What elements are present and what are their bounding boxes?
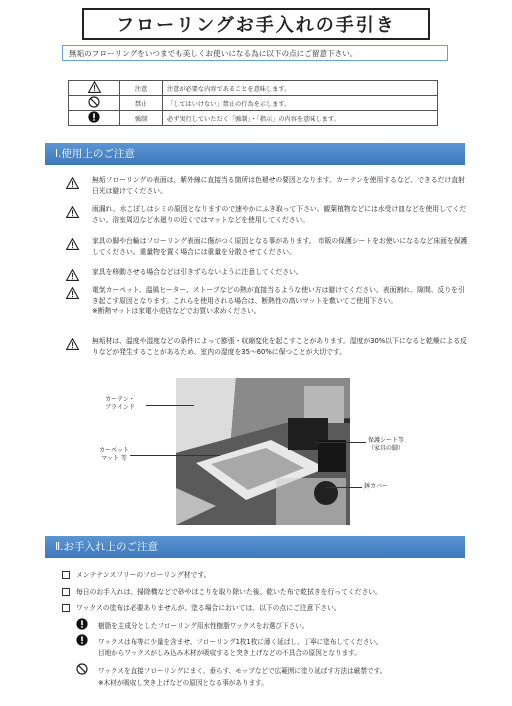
caution-triangle-icon [66, 206, 79, 218]
caution-text: 家具を移動させる場合などは引きずらないように注意してください。 [92, 268, 303, 276]
caution-item [66, 236, 471, 257]
section-header-care: Ⅱ.お手入れ上のご注意 [45, 536, 465, 558]
legend-row-caution [69, 81, 438, 96]
caution-item [66, 285, 471, 317]
caution-item [66, 175, 471, 196]
section-header-usage: Ⅰ.使用上のご注意 [45, 143, 465, 165]
care-bullet: ワックスの塗布は必要ありませんが、塗る場合においては、以下の点にご注意下さい。 [62, 603, 341, 613]
checkbox-square-icon [62, 571, 70, 579]
legend-row-mandatory [69, 111, 438, 126]
legend-label: 禁止 [120, 96, 163, 111]
legend-row-prohibited [69, 96, 438, 111]
prohibited-icon [76, 663, 88, 675]
caution-item [66, 267, 471, 281]
room-illustration [176, 378, 350, 525]
caution-triangle-icon [66, 269, 79, 281]
mandatory-icon [76, 618, 88, 630]
wax-note: 樹脂を主成分としたフローリング用水性樹脂ワックスをお選び下さい。 [76, 618, 308, 633]
page-title: フローリングお手入れの手引き [82, 8, 430, 40]
legend-desc: 必ず実行していただく「強制」・「指示」の内容を意味します。 [163, 111, 438, 126]
mandatory-icon [76, 634, 88, 646]
caution-text: 無垢フローリングの表面は、紫外線に直接当る箇所は色褪せの要因となります。カーテンを使用するなど、できるだけ直射日光は避けてください。 [92, 176, 465, 195]
caution-text: 家具の脚や台輪はフローリング表面に傷がつく原因となる事があります。 市販の保護シートをお使いになるなど床面を保護してください。重量物を置く場合には重量を分散させてください。 [92, 237, 468, 256]
caution-item [66, 204, 471, 225]
caution-item [66, 336, 471, 357]
room-photo [176, 378, 350, 525]
caution-text: 無垢材は、温度や湿度などの条件によって膨張・収縮変化を起こすことがあります。湿度が30%以下になると乾燥による反りなどが発生することがあるため、室内の湿度を35～60%に保つことが大切です。 [92, 337, 467, 356]
mandatory-icon [88, 111, 100, 123]
care-bullet: 毎日のお手入れは、掃除機などで砂やほこりを取り除いた後、乾いた布で乾拭きを行ってください。 [62, 587, 382, 597]
photo-label-curtain: カーテン・ ブラインド [105, 396, 135, 411]
photo-label-pot-cover: 鉢カバー [364, 483, 389, 490]
legend-label: 注意 [120, 81, 163, 96]
legend-label: 強制 [120, 111, 163, 126]
wax-note: ワックスを直接フローリングにまく、垂らす、モップなどで広範囲に塗り延ばす方法は厳禁です。 [76, 663, 386, 678]
caution-triangle-icon [66, 287, 79, 299]
checkbox-square-icon [62, 588, 70, 596]
caution-triangle-icon [66, 177, 79, 189]
legend-desc: 「してはいけない」禁止の行為を示します。 [163, 96, 438, 111]
photo-label-carpet: カーペット マット 等 [99, 447, 130, 462]
wax-note: ※木材が吸収し突き上げなどの原因となる事があります。 [98, 679, 268, 687]
care-bullet: メンテナンスフリーのフローリング材です。 [62, 570, 210, 580]
wax-note: 目地からワックスがしみ込み木材が吸収すると突き上げなどの不具合の原因となります。 [98, 649, 361, 657]
legend-desc: 注意が必要な内容であることを意味します。 [163, 81, 438, 96]
caution-triangle-icon [66, 238, 79, 250]
intro-text: 無垢のフローリングをいつまでも美しくお使いになる為に以下の点にご留意下さい。 [62, 45, 448, 61]
legend-table [68, 80, 438, 126]
caution-text: 電気カーペット、温風ヒーター、ストーブなどの熱が直接当るような使い方は避けてください。表面割れ、隙間、反りを引き起こす原因となります。これらを使用される場合は、断熱性の高いマットを敷いてご使用下さい。 ※断熱マットは家電小売店などでお買い求めください。 [92, 286, 465, 315]
wax-note: ワックスは布等に少量を含ませ、フローリング1枚1枚に薄く延ばし、丁寧に塗布してください。 [76, 634, 383, 649]
checkbox-square-icon [62, 604, 70, 612]
caution-text: 雨漏れ、水こぼしはシミの原因となりますので速やかにふき取って下さい。観葉植物などには水受け皿などを使用してください。浴室周辺など水廻りの近くではマットなどを使用してください。 [92, 205, 467, 224]
caution-triangle-icon [66, 338, 79, 350]
prohibited-icon [88, 96, 100, 108]
photo-label-protective-sheet: 保護シート等 （家具の脚） [368, 437, 405, 452]
caution-triangle-icon [88, 81, 101, 93]
